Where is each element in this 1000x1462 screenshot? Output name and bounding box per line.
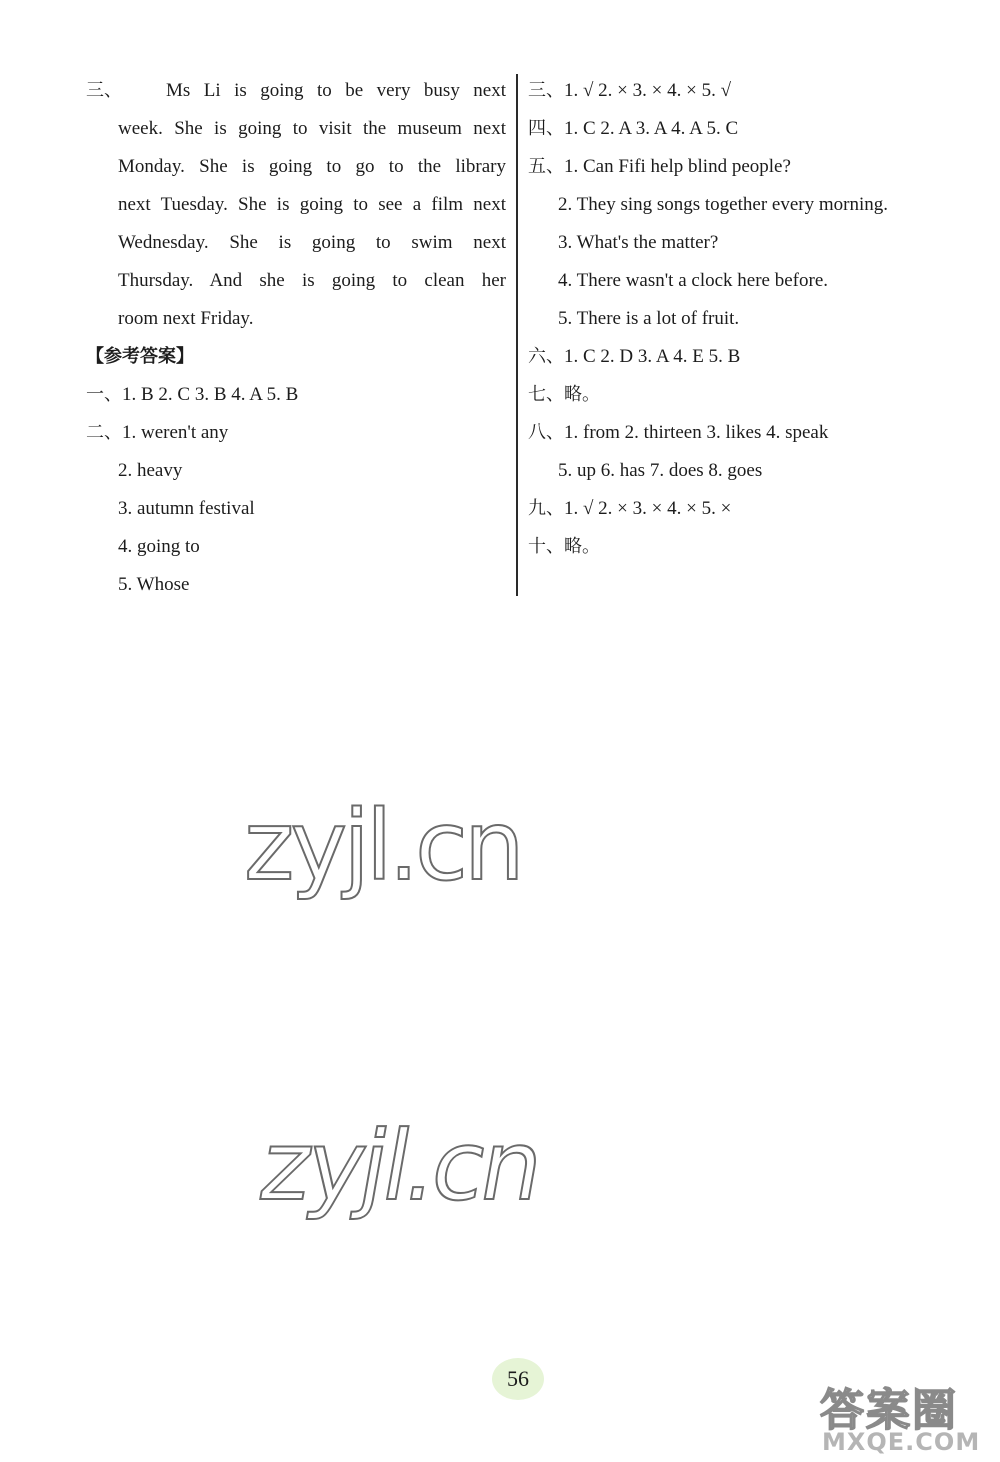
passage-first-line (86, 72, 506, 110)
section-8-answers: 1. from 2. thirteen 3. likes 4. speak (564, 422, 829, 443)
section-4-label: 四、 (528, 118, 564, 139)
passage-line: Monday. She is going to go to the library (118, 156, 506, 177)
section-9-label: 九、 (528, 498, 564, 519)
section-5-label: 五、 (528, 156, 564, 177)
section-1 (86, 376, 506, 414)
section-6-answers: 1. C 2. D 3. A 4. E 5. B (564, 346, 741, 367)
section-8-answers-continued: 5. up 6. has 7. does 8. goes (558, 460, 763, 481)
section-5-item: 1. Can Fifi help blind people? (564, 156, 791, 177)
column-divider (516, 74, 518, 596)
page-number: 56 (492, 1358, 544, 1400)
section-5 (528, 148, 948, 186)
section-8 (528, 414, 948, 452)
passage-label: 三、 (86, 80, 122, 101)
section-2-item: 5. Whose (118, 574, 190, 595)
section-6-label: 六、 (528, 346, 564, 367)
passage-last-line: room next Friday. (118, 308, 254, 329)
section-5-item: 4. There wasn't a clock here before. (558, 270, 828, 291)
section-5-item: 2. They sing songs together every morning. (558, 194, 888, 215)
left-column (86, 72, 506, 604)
section-7-answers: 略。 (564, 384, 600, 405)
section-7 (528, 376, 948, 414)
section-2-item: 2. heavy (118, 460, 183, 481)
answers-heading: 【参考答案】 (86, 346, 194, 367)
section-2-item: 3. autumn festival (118, 498, 255, 519)
passage-line: week. She is going to visit the museum next (118, 118, 506, 139)
section-3 (528, 72, 948, 110)
watermark: zyjl.cn (252, 1110, 549, 1222)
section-5-item: 3. What's the matter? (558, 232, 719, 253)
passage-line: Thursday. And she is going to clean her (118, 270, 506, 291)
section-7-label: 七、 (528, 384, 564, 405)
section-10 (528, 528, 948, 566)
section-4-answers: 1. C 2. A 3. A 4. A 5. C (564, 118, 739, 139)
section-3-label: 三、 (528, 80, 564, 101)
passage-first-text: Ms Li is going to be very busy next (166, 80, 506, 101)
section-2-item: 1. weren't any (122, 422, 229, 443)
section-2-label: 二、 (86, 422, 122, 443)
section-8-label: 八、 (528, 422, 564, 443)
section-10-label: 十、 (528, 536, 564, 557)
section-2 (86, 414, 506, 452)
section-4 (528, 110, 948, 148)
logo-text-chinese: 答案圈 (820, 1385, 958, 1436)
logo-text-domain: MXQE.COM (822, 1428, 981, 1456)
passage-line: next Tuesday. She is going to see a film next (118, 194, 506, 215)
section-1-answers: 1. B 2. C 3. B 4. A 5. B (122, 384, 299, 405)
section-9 (528, 490, 948, 528)
right-column (528, 72, 948, 566)
section-5-item: 5. There is a lot of fruit. (558, 308, 740, 329)
site-logo (820, 1374, 990, 1458)
passage-line: Wednesday. She is going to swim next (118, 232, 506, 253)
section-3-answers: 1. √ 2. × 3. × 4. × 5. √ (564, 80, 732, 101)
section-10-answers: 略。 (564, 536, 600, 557)
section-9-answers: 1. √ 2. × 3. × 4. × 5. × (564, 498, 732, 519)
section-1-label: 一、 (86, 384, 122, 405)
section-2-item: 4. going to (118, 536, 200, 557)
watermark: zyjl.cn (244, 790, 521, 902)
section-6 (528, 338, 948, 376)
